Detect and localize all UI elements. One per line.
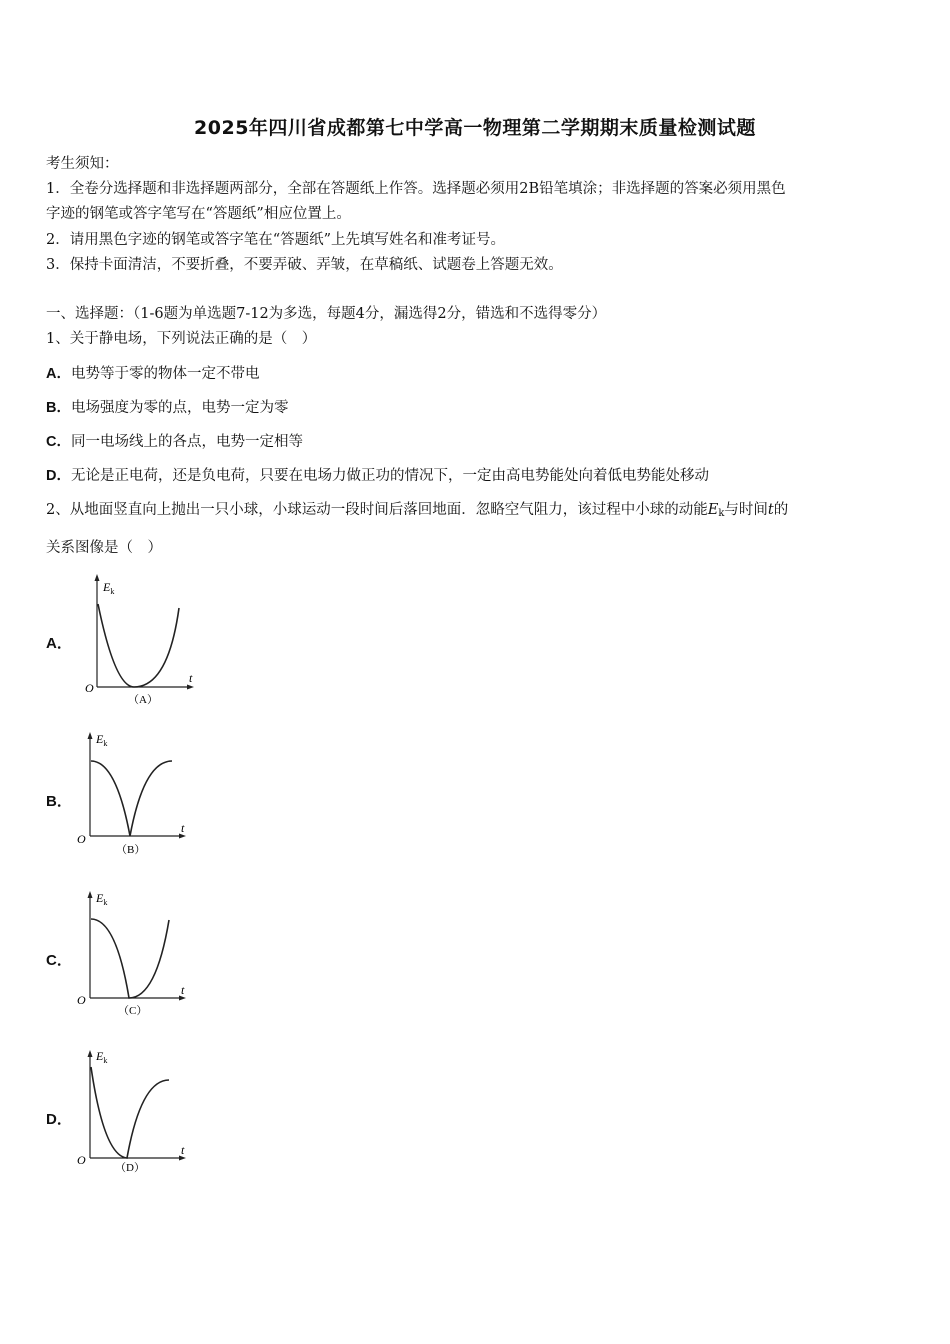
graph-option-a-letter: A． xyxy=(46,635,72,652)
x-axis-label: t xyxy=(181,1143,185,1157)
option-letter: C． xyxy=(46,434,71,450)
y-axis-label: $E_k$ xyxy=(96,732,108,748)
x-axis-label: t xyxy=(181,983,185,997)
option-text: 无论是正电荷，还是负电荷，只要在电场力做正功的情况下，一定由高电势能处向着低电势能处移动 xyxy=(70,468,709,484)
y-axis-label: $E_k$ xyxy=(96,891,108,907)
graph-option-b-letter: B． xyxy=(46,793,72,810)
origin-label: O xyxy=(77,993,86,1007)
y-axis-arrow xyxy=(88,1050,93,1057)
graph-option-a xyxy=(80,572,200,712)
graph-option-d xyxy=(74,1044,199,1184)
graph-option-d-letter: D． xyxy=(46,1111,72,1128)
notice-item-3: 3．保持卡面清洁，不要折叠，不要弄破、弄皱，在草稿纸、试题卷上答题无效。 xyxy=(46,257,563,273)
notice-item-2: 2．请用黑色字迹的钢笔或答字笔在“答题纸”上先填写姓名和准考证号。 xyxy=(46,232,506,248)
y-axis-label: $E_k$ xyxy=(96,1049,108,1065)
question-1-option-d xyxy=(46,464,709,485)
x-axis-arrow xyxy=(187,685,194,690)
graph-option-c xyxy=(74,886,199,1026)
question-2-stem-line-2: 关系图像是（ ） xyxy=(46,540,162,556)
question-2-stem xyxy=(46,498,788,519)
stem-text: 的 xyxy=(773,502,789,518)
y-axis-arrow xyxy=(88,891,93,898)
question-1-option-b xyxy=(46,396,288,417)
ek-main: E xyxy=(707,502,719,518)
notice-heading: 考生须知： xyxy=(46,156,119,172)
graph-option-c-letter: C． xyxy=(46,952,72,969)
option-letter: D． xyxy=(46,468,71,484)
option-letter: A． xyxy=(46,366,71,382)
ek-symbol xyxy=(708,502,725,518)
x-axis-label: t xyxy=(181,821,185,835)
y-axis-arrow xyxy=(88,732,93,739)
y-axis-arrow xyxy=(95,574,100,581)
stem-text: 与时间 xyxy=(724,502,768,518)
x-axis-label: t xyxy=(189,671,193,685)
notice-item-1: 1．全卷分选择题和非选择题两部分，全部在答题纸上作答。选择题必须用2B铅笔填涂；非选择题的答案必须用黑色 xyxy=(46,181,786,197)
origin-label: O xyxy=(77,1153,86,1167)
ek-curve xyxy=(91,1067,169,1158)
question-1-stem: 1、关于静电场，下列说法正确的是（ ） xyxy=(46,331,317,347)
section-heading: 一、选择题：（1-6题为单选题7-12为多选，每题4分，漏选得2分，错选和不选得零分） xyxy=(46,306,607,322)
t-symbol: t xyxy=(767,502,774,518)
origin-label: O xyxy=(85,681,94,695)
option-letter: B． xyxy=(46,400,71,416)
ek-sub: k xyxy=(718,508,725,519)
option-text: 电势等于零的物体一定不带电 xyxy=(70,366,260,382)
question-1-option-c xyxy=(46,430,303,451)
page-title: 2025年四川省成都第七中学高一物理第二学期期末质量检测试题 xyxy=(194,117,756,139)
stem-text: 2、从地面竖直向上抛出一只小球，小球运动一段时间后落回地面．忽略空气阻力，该过程中小球的动能 xyxy=(46,502,708,518)
notice-item-1-cont: 字迹的钢笔或答字笔写在“答题纸”相应位置上。 xyxy=(46,206,351,222)
ek-curve xyxy=(98,604,179,687)
option-text: 电场强度为零的点，电势一定为零 xyxy=(70,400,289,416)
graph-caption: （A） xyxy=(128,694,158,706)
ek-curve xyxy=(91,919,169,998)
graph-caption: （D） xyxy=(115,1162,145,1174)
graph-caption: （B） xyxy=(116,844,146,856)
graph-caption: （C） xyxy=(118,1005,148,1017)
origin-label: O xyxy=(77,832,86,846)
ek-curve xyxy=(91,761,172,836)
question-1-option-a xyxy=(46,362,259,383)
graph-option-b xyxy=(74,728,199,868)
y-axis-label: $E_k$ xyxy=(103,580,115,596)
option-text: 同一电场线上的各点，电势一定相等 xyxy=(70,434,303,450)
